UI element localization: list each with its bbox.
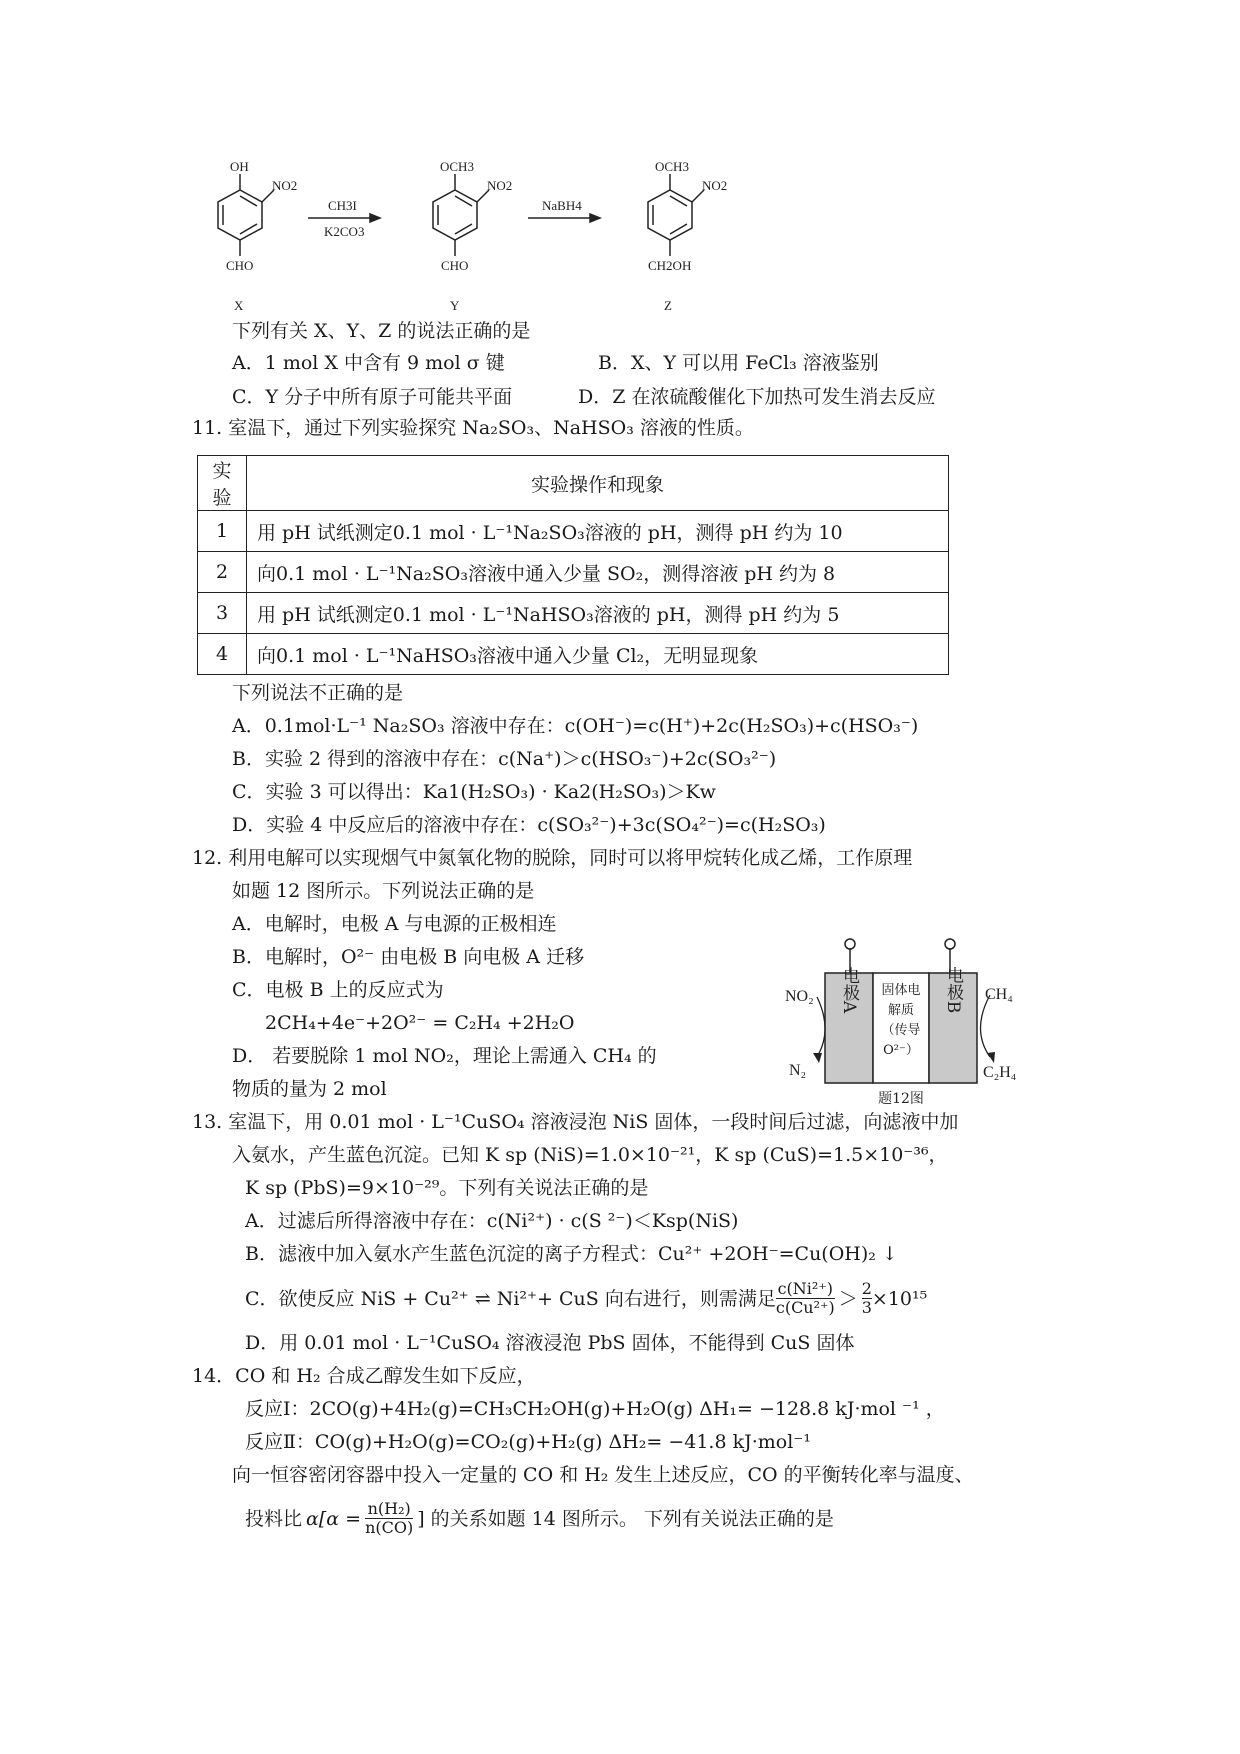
q12-stem-line1: 12. 利用电解可以实现烟气中氮氧化物的脱除，同时可以将甲烷转化成乙烯，工作原理 (192, 847, 913, 869)
q13-stem-line3: K sp (PbS)=9×10⁻²⁹。下列有关说法正确的是 (245, 1177, 649, 1199)
left-output-label: N₂ (789, 1062, 807, 1079)
coef-denominator: 3 (861, 1298, 872, 1317)
table-header: 实验操作和现象 (247, 456, 949, 511)
q11-option-d: D．实验 4 中反应后的溶液中存在：c(SO₃²⁻)+3c(SO₄²⁻)=c(H₂SO₃) (232, 814, 826, 836)
reaction-arrow-1 (308, 214, 380, 222)
q14-line4-prefix: 投料比 (245, 1507, 303, 1530)
z-bottom-label: CH2OH (648, 258, 692, 273)
feed-ratio-denominator: n(CO) (365, 1518, 414, 1537)
greater-than: ＞ (838, 1287, 858, 1310)
feed-ratio-numerator: n(H₂) (367, 1499, 411, 1518)
terminal-b (945, 939, 955, 949)
q12-option-d-line1: D． 若要脱除 1 mol NO₂，理论上需通入 CH₄ 的 (232, 1045, 657, 1067)
y-no2-label: NO2 (487, 178, 513, 193)
table-row (198, 634, 949, 675)
table-row (198, 593, 949, 634)
right-output-label: C₂H₄ (983, 1064, 1017, 1081)
table-cell: 2 (198, 552, 247, 593)
q13-option-a: A．过滤后所得溶液中存在：c(Ni²⁺) · c(S ²⁻)＜Ksp(NiS) (245, 1210, 739, 1232)
q10-option-d: D．Z 在浓硫酸催化下加热可发生消去反应 (578, 386, 936, 408)
q12-option-c-equation: 2CH₄+4e⁻+2O²⁻ = C₂H₄ +2H₂O (265, 1012, 575, 1034)
table-row (198, 511, 949, 552)
terminal-a (845, 939, 855, 949)
q10-stem: 下列有关 X、Y、Z 的说法正确的是 (232, 320, 531, 342)
benzene-ring-y (433, 174, 489, 256)
table-cell: 用 pH 试纸测定0.1 mol · L⁻¹Na₂SO₃溶液的 pH，测得 pH 约为 10 (247, 511, 949, 552)
q13-stem-line1: 13. 室温下，用 0.01 mol · L⁻¹CuSO₄ 溶液浸泡 NiS 固体，一段时间后过滤，向滤液中加 (192, 1111, 959, 1133)
q11-sub-stem: 下列说法不正确的是 (232, 682, 404, 704)
coefficient-fraction (862, 1280, 872, 1317)
benzene-ring-z (648, 174, 704, 256)
q10-option-a: A．1 mol X 中含有 9 mol σ 键 (232, 352, 505, 374)
q10-option-c: C．Y 分子中所有原子可能共平面 (232, 386, 513, 408)
q12-option-c: C．电极 B 上的反应式为 (232, 979, 444, 1001)
y-top-label: OCH3 (440, 160, 474, 174)
electrolysis-diagram (785, 935, 1025, 1105)
table-cell: 向0.1 mol · L⁻¹NaHSO₃溶液中通入少量 Cl₂，无明显现象 (247, 634, 949, 675)
q14-line3: 向一恒容密闭容器中投入一定量的 CO 和 H₂ 发生上述反应，CO 的平衡转化率与温度、 (232, 1464, 974, 1486)
feed-ratio-fraction (365, 1500, 413, 1537)
q13-option-d: D．用 0.01 mol · L⁻¹CuSO₄ 溶液浸泡 PbS 固体，不能得到 CuS 固体 (245, 1332, 855, 1354)
table-header-row (198, 456, 949, 511)
x-bottom-label: CHO (226, 258, 254, 273)
benzene-ring-x (218, 174, 274, 256)
reagent1-bottom: K2CO3 (324, 224, 365, 239)
left-input-label: NO₂ (785, 988, 814, 1005)
q14-line4-suffix: 的关系如题 14 图所示。 下列有关说法正确的是 (430, 1507, 834, 1530)
q10-option-b: B．X、Y 可以用 FeCl₃ 溶液鉴别 (598, 352, 879, 374)
q11-option-c: C．实验 3 可以得出：Ka1(H₂SO₃) · Ka2(H₂SO₃)＞Kw (232, 781, 716, 803)
electrode-a-label: 电极A (839, 966, 859, 1014)
figure-caption: 题12图 (878, 1091, 924, 1105)
table-cell: 4 (198, 634, 247, 675)
q13-option-b: B．滤液中加入氨水产生蓝色沉淀的离子方程式：Cu²⁺ +2OH⁻=Cu(OH)₂ ↓ (245, 1243, 898, 1265)
q14-reaction-1: 反应Ⅰ：2CO(g)+4H₂(g)=CH₃CH₂OH(g)+H₂O(g) ΔH₁= −128.8 kJ·mol ⁻¹ ， (245, 1398, 945, 1420)
y-name: Y (450, 298, 460, 313)
x-top-label: OH (230, 160, 249, 174)
q13-option-c-text: C．欲使反应 NiS + Cu²⁺ ⇌ Ni²⁺+ CuS 向右进行，则需满足 (245, 1287, 776, 1310)
table-cell: 3 (198, 593, 247, 634)
q12-option-d-line2: 物质的量为 2 mol (232, 1078, 387, 1100)
q14-reaction-2: 反应Ⅱ：CO(g)+H₂O(g)=CO₂(g)+H₂(g) ΔH₂= −41.8 kJ·mol⁻¹ (245, 1431, 811, 1453)
q11-stem: 11. 室温下，通过下列实验探究 Na₂SO₃、NaHSO₃ 溶液的性质。 (192, 417, 754, 439)
q14-stem: 14．CO 和 H₂ 合成乙醇发生如下反应， (192, 1365, 536, 1387)
y-bottom-label: CHO (441, 258, 469, 273)
ratio-numerator: c(Ni²⁺) (777, 1279, 833, 1298)
q12-option-b: B．电解时，O²⁻ 由电极 B 向电极 A 迁移 (232, 946, 585, 968)
power-of-ten: ×10¹⁵ (871, 1287, 928, 1310)
alpha-close-bracket: ] (417, 1507, 425, 1530)
reagent1-top: CH3I (328, 198, 357, 213)
reaction-arrow-2 (528, 214, 600, 222)
alpha-definition: α[α = (306, 1507, 362, 1530)
q11-option-a: A．0.1mol·L⁻¹ Na₂SO₃ 溶液中存在：c(OH⁻)=c(H⁺)+2c(H₂SO₃)+c(HSO₃⁻) (232, 715, 919, 737)
q14-line4 (245, 1500, 834, 1537)
experiment-table (197, 455, 949, 675)
z-name: Z (664, 298, 672, 313)
electrode-b-label: 电极B (943, 966, 963, 1014)
q11-option-b: B．实验 2 得到的溶液中存在：c(Na⁺)＞c(HSO₃⁻)+2c(SO₃²⁻) (232, 748, 777, 770)
concentration-ratio (776, 1280, 835, 1317)
reagent2-top: NaBH4 (542, 198, 582, 213)
coef-numerator: 2 (861, 1279, 872, 1298)
z-top-label: OCH3 (655, 160, 689, 174)
q13-option-c (245, 1280, 927, 1317)
table-header: 实验 (198, 456, 247, 511)
table-cell: 向0.1 mol · L⁻¹Na₂SO₃溶液中通入少量 SO₂，测得溶液 pH 约为 8 (247, 552, 949, 593)
right-input-label: CH₄ (985, 986, 1013, 1003)
x-no2-label: NO2 (272, 178, 298, 193)
reaction-scheme (190, 160, 750, 320)
table-cell: 用 pH 试纸测定0.1 mol · L⁻¹NaHSO₃溶液的 pH，测得 pH 约为 5 (247, 593, 949, 634)
ratio-denominator: c(Cu²⁺) (775, 1298, 835, 1317)
table-row (198, 552, 949, 593)
table-cell: 1 (198, 511, 247, 552)
q12-option-a: A．电解时，电极 A 与电源的正极相连 (232, 913, 557, 935)
electrolyte-label: 固体电解质（传导O²⁻） (881, 983, 921, 1058)
x-name: X (234, 298, 244, 313)
z-no2-label: NO2 (702, 178, 728, 193)
q12-stem-line2: 如题 12 图所示。下列说法正确的是 (232, 880, 535, 902)
q13-stem-line2: 入氨水，产生蓝色沉淀。已知 K sp (NiS)=1.0×10⁻²¹，K sp (CuS)=1.5×10⁻³⁶， (232, 1144, 948, 1166)
